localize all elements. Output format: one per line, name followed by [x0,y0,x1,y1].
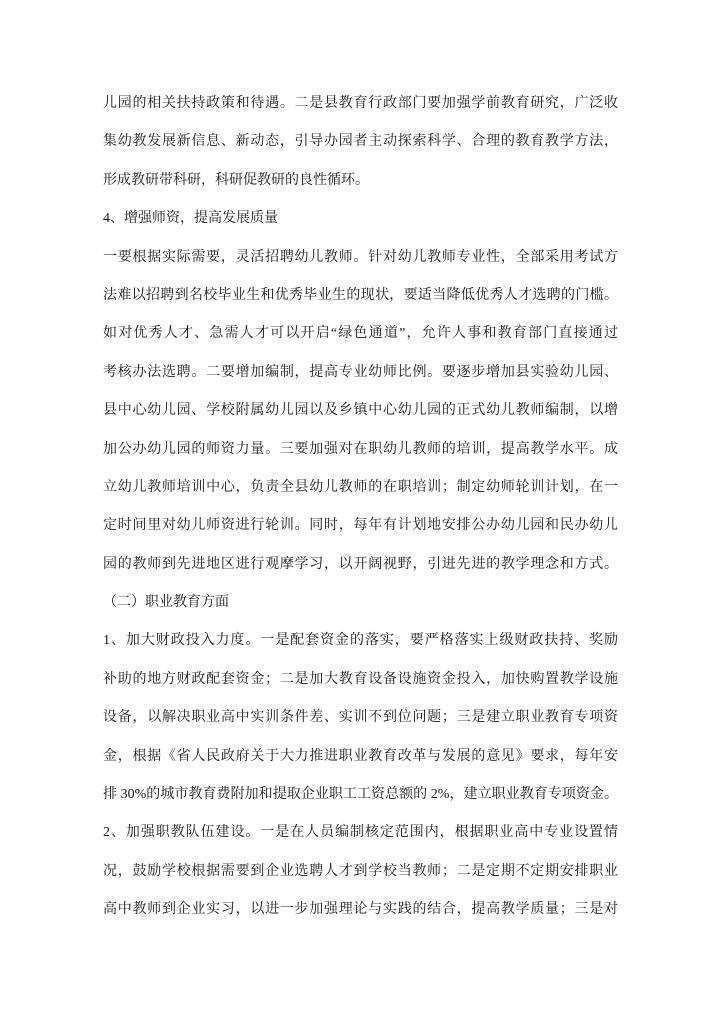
text-line: 高中教师到企业实习，以进一步加强理论与实践的结合，提高教学质量；三是对 [103,902,618,918]
text-line: 如对优秀人才、急需人才可以开启“绿色通道”，允许人事和教育部门直接通过 [103,326,618,342]
text-line: 法难以招聘到名校毕业生和优秀毕业生的现状，要适当降低优秀人才选聘的门槛。 [103,287,618,303]
text-line: 定时间里对幼儿师资进行轮训。同时，每年有计划地安排公办幼儿园和民办幼儿 [103,518,618,534]
text-line: 设备，以解决职业高中实训条件差、实训不到位问题；三是建立职业教育专项资 [103,710,618,726]
text-line: 况，鼓励学校根据需要到企业选聘人才到学校当教师；二是定期不定期安排职业 [103,863,618,879]
text-line: 考核办法选聘。二要增加编制，提高专业幼师比例。要逐步增加县实验幼儿园、 [103,364,618,380]
text-line: 补助的地方财政配套资金；二是加大教育设备设施资金投入，加快购置教学设施 [103,671,618,687]
para-financial-investment [103,622,618,814]
text-line: （二）职业教育方面 [103,595,229,611]
text-line: 县中心幼儿园、学校附属幼儿园以及乡镇中心幼儿园的正式幼儿教师编制，以增 [103,403,618,419]
text-line: 立幼儿教师培训中心，负责全县幼儿教师的在职培训；制定幼师轮训计划，在一 [103,479,618,495]
text-line: 园的教师到先进地区进行观摩学习，以开阔视野，引进先进的教学理念和方式。 [103,556,618,572]
para-preschool-policy-continued [103,85,618,200]
text-line: 1、加大财政投入力度。一是配套资金的落实，要严格落实上级财政扶持、奖励 [103,633,618,649]
text-line: 4、增强师资，提高发展质量 [103,211,278,227]
text-line: 一要根据实际需要，灵活招聘幼儿教师。针对幼儿教师专业性，全部采用考试方 [103,249,618,265]
document-text-block [103,85,618,930]
text-line: 2、加强职教队伍建设。一是在人员编制核定范围内，根据职业高中专业设置情 [103,825,618,841]
text-line: 儿园的相关扶持政策和待遇。二是县教育行政部门要加强学前教育研究，广泛收 [103,96,618,111]
para-vocational-teaching-team [103,814,618,929]
para-teacher-recruitment [103,239,618,585]
text-line: 排 30%的城市教育费附加和提取企业职工工资总额的 2%，建立职业教育专项资金。 [103,787,618,803]
heading-section-2-vocational [103,584,618,622]
text-line: 形成教研带科研，科研促教研的良性循环。 [103,172,369,188]
text-line: 金，根据《省人民政府关于大力推进职业教育改革与发展的意见》要求，每年安 [103,748,618,764]
text-line: 集幼教发展新信息、新动态，引导办园者主动探索科学、合理的教育教学方法， [103,134,618,150]
text-line: 加公办幼儿园的师资力量。三要加强对在职幼儿教师的培训，提高教学水平。成 [103,441,618,457]
heading-item-4 [103,200,618,238]
